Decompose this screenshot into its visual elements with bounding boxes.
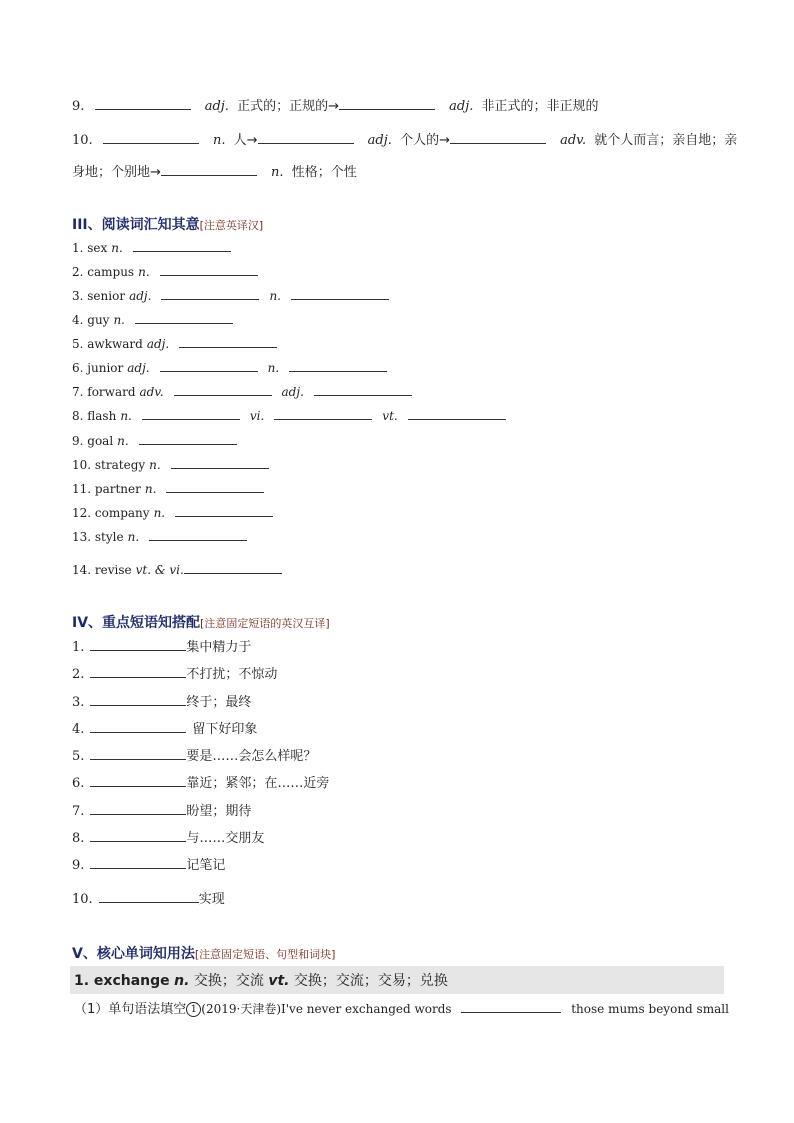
answer-blank[interactable] (408, 406, 506, 420)
answer-blank[interactable] (450, 130, 546, 144)
answer-blank[interactable] (161, 286, 259, 300)
answer-blank[interactable] (161, 162, 257, 176)
answer-blank[interactable] (174, 382, 272, 396)
answer-blank[interactable] (90, 719, 186, 733)
answer-blank[interactable] (149, 527, 247, 541)
answer-blank[interactable] (135, 310, 233, 324)
reading-vocab-item: 8. flash n. vi. vt. (72, 406, 512, 425)
phrase-item: 1. 集中精力于 (72, 637, 251, 657)
phrase-item: 10. 实现 (72, 889, 225, 909)
answer-blank[interactable] (291, 286, 389, 300)
reading-vocab-item: 3. senior adj. n. (72, 286, 395, 305)
answer-blank[interactable] (139, 431, 237, 445)
answer-blank[interactable] (160, 262, 258, 276)
answer-blank[interactable] (103, 130, 199, 144)
answer-blank[interactable] (90, 855, 186, 869)
answer-blank[interactable] (90, 664, 186, 678)
reading-vocab-item: 14. revise vt. & vi. (72, 560, 288, 579)
phrase-item: 5. 要是……会怎么样呢？ (72, 746, 316, 766)
phrase-item: 6. 靠近；紧邻；在……近旁 (72, 773, 329, 793)
reading-vocab-item: 2. campus n. (72, 262, 264, 281)
section-heading-v: V、核心单词知用法[注意固定短语、句型和词块] (72, 946, 336, 962)
answer-blank[interactable] (461, 999, 561, 1013)
answer-blank[interactable] (314, 382, 412, 396)
reading-vocab-item: 5. awkward adj. (72, 334, 283, 353)
reading-vocab-item: 12. company n. (72, 503, 279, 522)
question-number-circle: 1 (186, 1002, 201, 1017)
reading-vocab-item: 11. partner n. (72, 479, 270, 498)
answer-blank[interactable] (171, 455, 269, 469)
answer-blank[interactable] (274, 406, 372, 420)
reading-vocab-item: 9. goal n. (72, 431, 243, 450)
reading-vocab-item: 4. guy n. (72, 310, 239, 329)
section-heading-iv: IV、重点短语知搭配[注意固定短语的英汉互译] (72, 615, 330, 631)
answer-blank[interactable] (90, 828, 186, 842)
answer-blank[interactable] (179, 334, 277, 348)
phrase-item: 7. 盼望；期待 (72, 801, 251, 821)
answer-blank[interactable] (175, 503, 273, 517)
answer-blank[interactable] (184, 560, 282, 574)
answer-blank[interactable] (133, 238, 231, 252)
answer-blank[interactable] (90, 773, 186, 787)
phrase-item: 3. 终于；最终 (72, 692, 251, 712)
section-heading-iii: III、阅读词汇知其意[注意英译汉] (72, 217, 264, 233)
reading-vocab-item: 6. junior adj. n. (72, 358, 393, 377)
answer-blank[interactable] (90, 801, 186, 815)
reading-vocab-item: 10. strategy n. (72, 455, 275, 474)
answer-blank[interactable] (258, 130, 354, 144)
vocab-item-10: 10. n. 人→ adj. 个人的→ adv. 就个人而言；亲自地；亲 (72, 130, 737, 150)
phrase-item: 2. 不打扰；不惊动 (72, 664, 277, 684)
grammar-fill-question: （1）单句语法填空 1 (2019·天津卷)I've never exchanged words those mums beyond small (74, 999, 729, 1019)
reading-vocab-item: 7. forward adv. adj. (72, 382, 418, 401)
phrase-item: 8. 与……交朋友 (72, 828, 264, 848)
answer-blank[interactable] (142, 406, 240, 420)
answer-blank[interactable] (160, 358, 258, 372)
reading-vocab-item: 1. sex n. (72, 238, 237, 257)
answer-blank[interactable] (166, 479, 264, 493)
answer-blank[interactable] (99, 889, 199, 903)
answer-blank[interactable] (95, 96, 191, 110)
vocab-item-10-continued: 身地；个别地→ n. 性格；个性 (72, 162, 357, 182)
answer-blank[interactable] (339, 96, 435, 110)
phrase-item: 9. 记笔记 (72, 855, 225, 875)
vocab-item-9: 9. adj. 正式的；正规的→ adj. 非正式的；非正规的 (72, 96, 599, 116)
answer-blank[interactable] (90, 637, 186, 651)
core-word-entry: 1. exchange n. 交换；交流 vt. 交换；交流；交易；兑换 (74, 973, 448, 989)
phrase-item: 4. 留下好印象 (72, 719, 257, 739)
answer-blank[interactable] (90, 746, 186, 760)
reading-vocab-item: 13. style n. (72, 527, 253, 546)
answer-blank[interactable] (90, 692, 186, 706)
answer-blank[interactable] (289, 358, 387, 372)
